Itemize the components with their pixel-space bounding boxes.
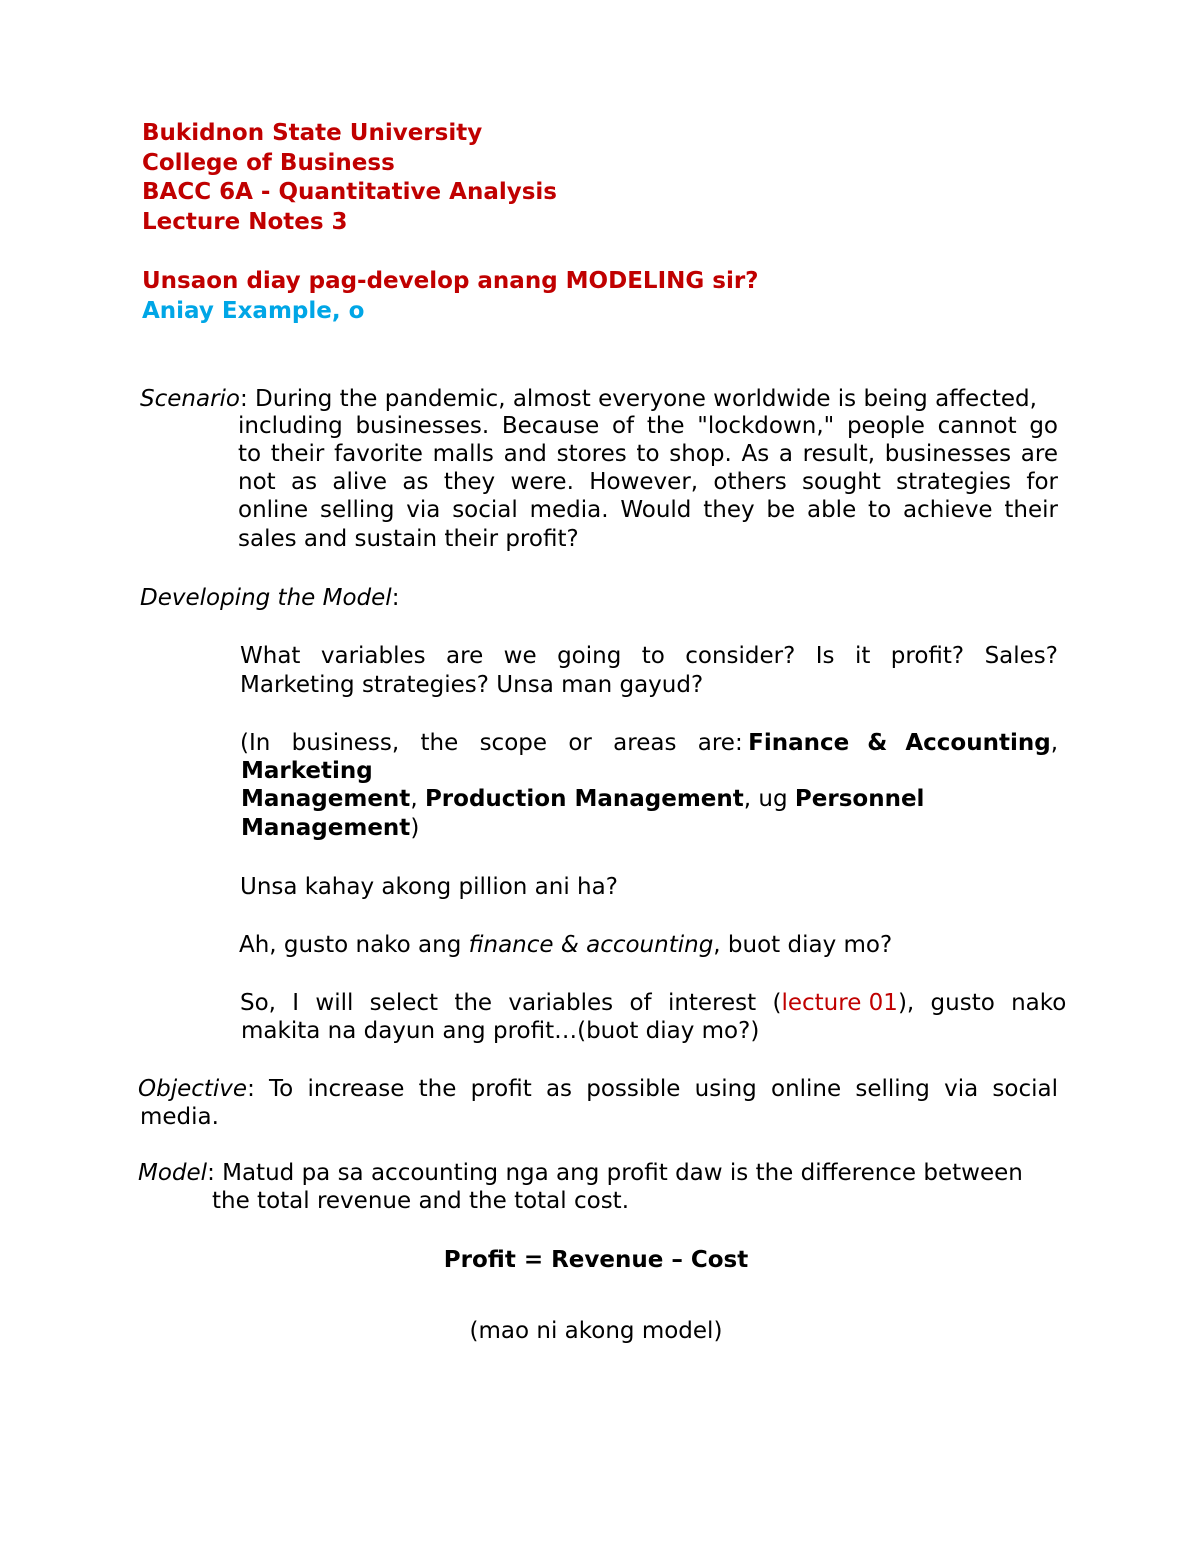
choose-line: Unsa kahay akong pillion ani ha?: [240, 874, 618, 900]
scenario-line-5: online selling via social media. Would they be able to achieve their: [238, 497, 1058, 523]
marketing-term: Marketing: [241, 758, 373, 784]
so-prefix: So, I will select the variables of interest (: [240, 990, 782, 1016]
so-line-1: [240, 988, 1067, 1018]
question-heading: Unsaon diay pag-develop anang MODELING sir?: [142, 268, 759, 294]
production-term: Production Management: [424, 786, 744, 812]
developing-colon: :: [391, 585, 400, 611]
lecture-notes-title: Lecture Notes 3: [142, 209, 348, 235]
scope-comma-2: ,: [410, 786, 425, 812]
variables-line-1: What variables are we going to consider? Is it profit? Sales?: [240, 643, 1058, 669]
model-caption: (mao ni akong model): [469, 1318, 723, 1344]
finance-accounting-term: Finance & Accounting: [748, 730, 1051, 756]
university-name: Bukidnon State University: [142, 120, 483, 146]
scenario-line-2: including businesses. Because of the "lockdown," people cannot go: [238, 413, 1058, 439]
profit-equation: Profit = Revenue – Cost: [443, 1247, 749, 1273]
scenario-line-6: sales and sustain their profit?: [238, 526, 579, 552]
scope-close-paren: ): [410, 815, 420, 841]
objective-text-1: : To increase the profit as possible using online selling via social: [247, 1076, 1058, 1102]
variables-line-2: Marketing strategies? Unsa man gayud?: [240, 672, 704, 698]
so-suffix: ), gusto nako: [897, 990, 1067, 1016]
ah-suffix: , buot diay mo?: [713, 932, 893, 958]
model-line-2: the total revenue and the total cost.: [212, 1188, 630, 1214]
scope-ug: , ug: [743, 786, 795, 812]
objective-line-2: media.: [140, 1104, 219, 1130]
lecture-01-link[interactable]: lecture 01: [781, 990, 898, 1016]
developing-label: Developing the Model: [140, 585, 392, 611]
scenario-line-4: not as alive as they were. However, others sought strategies for: [238, 469, 1058, 495]
scope-line-3: [241, 784, 924, 814]
so-line-2: makita na dayun ang profit…(buot diay mo?): [241, 1018, 760, 1044]
personnel-term: Personnel: [794, 786, 925, 812]
management-term-2: Management: [241, 815, 411, 841]
model-label: Model: [138, 1160, 208, 1186]
scenario-label: Scenario: [140, 386, 240, 412]
model-text-1: : Matud pa sa accounting nga ang profit daw is the difference between: [207, 1160, 1023, 1186]
example-heading: Aniay Example, o: [142, 298, 365, 324]
objective-line-1: [138, 1074, 1058, 1104]
scope-line-1: [240, 728, 1058, 758]
course-title: BACC 6A - Quantitative Analysis: [142, 179, 557, 205]
management-term-1: Management: [241, 786, 411, 812]
scope-line-2: [241, 756, 373, 786]
scope-finance: [748, 728, 1058, 758]
so-rest: [781, 988, 1066, 1018]
college-name: College of Business: [142, 150, 395, 176]
scenario-line-3: to their favorite malls and stores to shop. As a result, businesses are: [238, 441, 1058, 467]
scope-prefix: (In business, the scope or areas are:: [240, 730, 743, 756]
scope-line-4: [241, 813, 419, 843]
scenario-text-1: : During the pandemic, almost everyone worldwide is being affected,: [240, 386, 1037, 412]
ah-prefix: Ah, gusto nako ang: [239, 932, 469, 958]
model-line-1: [138, 1158, 1023, 1188]
developing-heading: [140, 583, 399, 613]
scope-comma-1: ,: [1050, 730, 1058, 756]
objective-label: Objective: [138, 1076, 248, 1102]
ah-line: [239, 930, 892, 960]
finance-italic: finance & accounting: [468, 932, 714, 958]
scenario-first-line: [140, 384, 1037, 414]
